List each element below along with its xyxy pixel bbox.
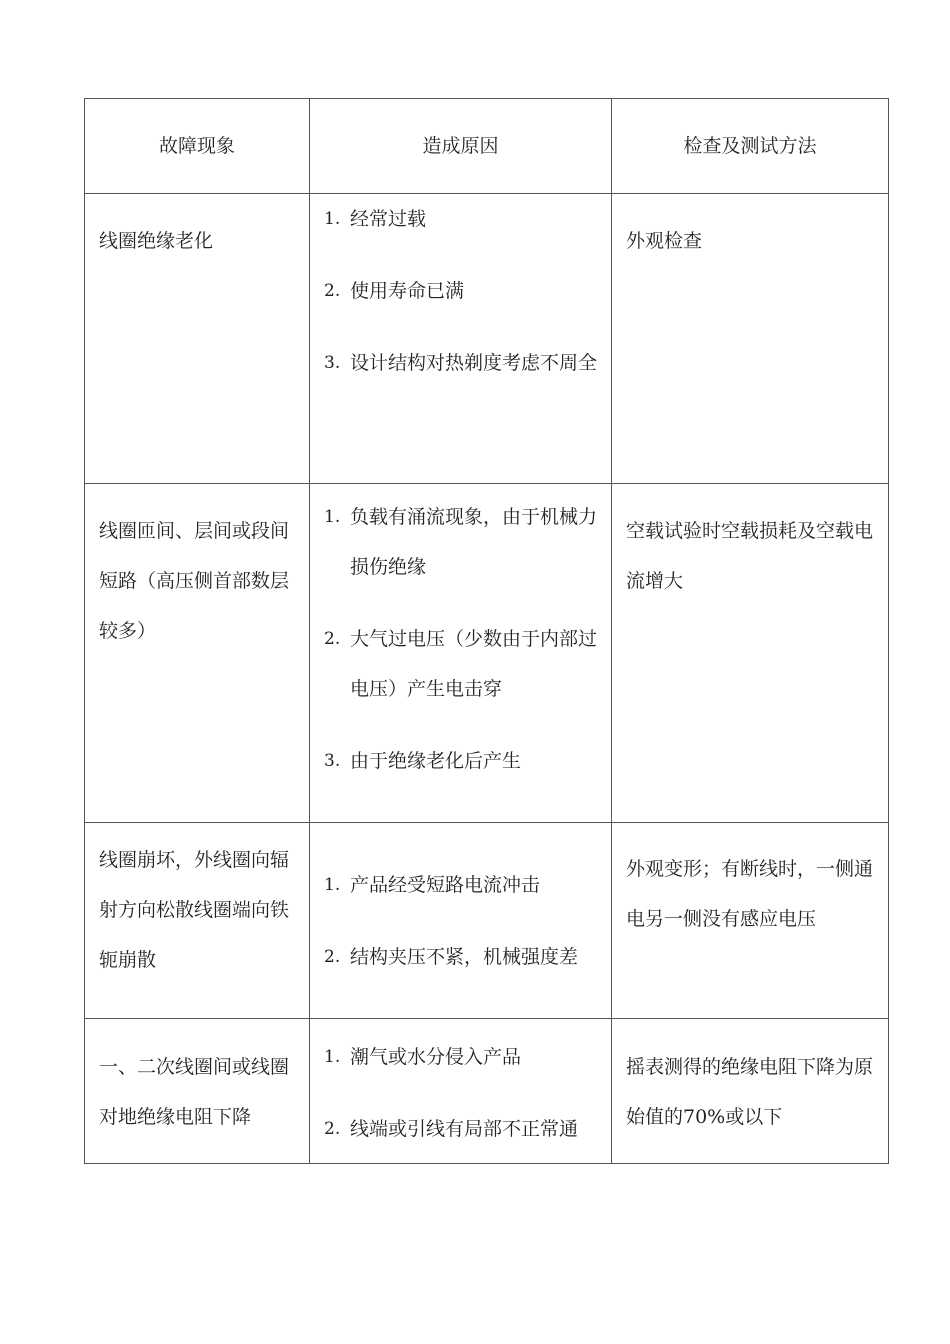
cause-text: 使用寿命已满	[350, 280, 465, 302]
header-cause: 造成原因	[310, 99, 612, 194]
header-method: 检查及测试方法	[612, 99, 889, 194]
cause-text: 产品经受短路电流冲击	[350, 874, 541, 896]
symptom-cell	[85, 823, 310, 1019]
method-cell	[612, 194, 889, 484]
table-row	[85, 1019, 889, 1164]
cause-text: 结构夹压不紧，机械强度差	[350, 946, 579, 968]
list-item	[324, 736, 601, 786]
symptom-text: 一、二次线圈间或线圈对地绝缘电阻下降	[99, 1056, 290, 1128]
spacer	[324, 592, 601, 614]
list-number: 1.	[324, 209, 341, 229]
method-text: 外观变形；有断线时，一侧通电另一侧没有感应电压	[626, 858, 874, 930]
fault-analysis-table	[84, 98, 889, 1164]
list-item	[324, 1032, 601, 1082]
list-item	[324, 492, 601, 592]
method-cell	[612, 1019, 889, 1164]
list-item	[324, 860, 601, 910]
header-symptom: 故障现象	[85, 99, 310, 194]
cause-cell	[310, 823, 612, 1019]
method-cell	[612, 484, 889, 823]
list-number: 2.	[324, 947, 341, 967]
list-number: 1.	[324, 1047, 341, 1067]
list-number: 3.	[324, 751, 341, 771]
spacer	[324, 244, 601, 266]
symptom-cell	[85, 1019, 310, 1164]
cause-cell	[310, 194, 612, 484]
list-item	[324, 266, 601, 316]
symptom-cell	[85, 194, 310, 484]
table-row	[85, 823, 889, 1019]
spacer	[324, 714, 601, 736]
method-text: 空载试验时空载损耗及空载电流增大	[626, 520, 874, 592]
symptom-text: 线圈崩坏，外线圈向辐射方向松散线圈端向铁轭崩散	[99, 849, 290, 971]
table-row	[85, 484, 889, 823]
list-number: 2.	[324, 1119, 341, 1139]
cause-text: 由于绝缘老化后产生	[350, 750, 522, 772]
method-cell	[612, 823, 889, 1019]
cause-text: 设计结构对热剃度考虑不周全	[350, 352, 598, 374]
cause-text: 大气过电压（少数由于内部过电压）产生电击穿	[350, 628, 598, 700]
list-item	[324, 614, 601, 714]
method-text: 外观检查	[626, 230, 703, 252]
cause-list	[310, 1019, 611, 1154]
cause-cell	[310, 1019, 612, 1164]
symptom-text: 线圈匝间、层间或段间短路（高压侧首部数层较多）	[99, 520, 290, 642]
cause-text: 经常过载	[350, 208, 427, 230]
cause-text: 负载有涌流现象，由于机械力损伤绝缘	[350, 506, 598, 578]
list-item	[324, 1104, 601, 1154]
symptom-cell	[85, 484, 310, 823]
list-item	[324, 194, 601, 244]
list-number: 1.	[324, 875, 341, 895]
method-text: 摇表测得的绝缘电阻下降为原始值的70%或以下	[626, 1056, 874, 1128]
list-number: 2.	[324, 281, 341, 301]
spacer	[324, 316, 601, 338]
cause-list	[310, 194, 611, 388]
list-item	[324, 932, 601, 982]
symptom-text: 线圈绝缘老化	[99, 230, 214, 252]
list-number: 1.	[324, 507, 341, 527]
cause-list	[310, 823, 611, 982]
cause-text: 线端或引线有局部不正常通	[350, 1118, 579, 1140]
list-number: 2.	[324, 629, 341, 649]
table-row	[85, 194, 889, 484]
table-header-row	[85, 99, 889, 194]
cause-list	[310, 484, 611, 786]
list-item	[324, 338, 601, 388]
spacer	[324, 1082, 601, 1104]
list-number: 3.	[324, 353, 341, 373]
cause-cell	[310, 484, 612, 823]
spacer	[324, 910, 601, 932]
cause-text: 潮气或水分侵入产品	[350, 1046, 522, 1068]
